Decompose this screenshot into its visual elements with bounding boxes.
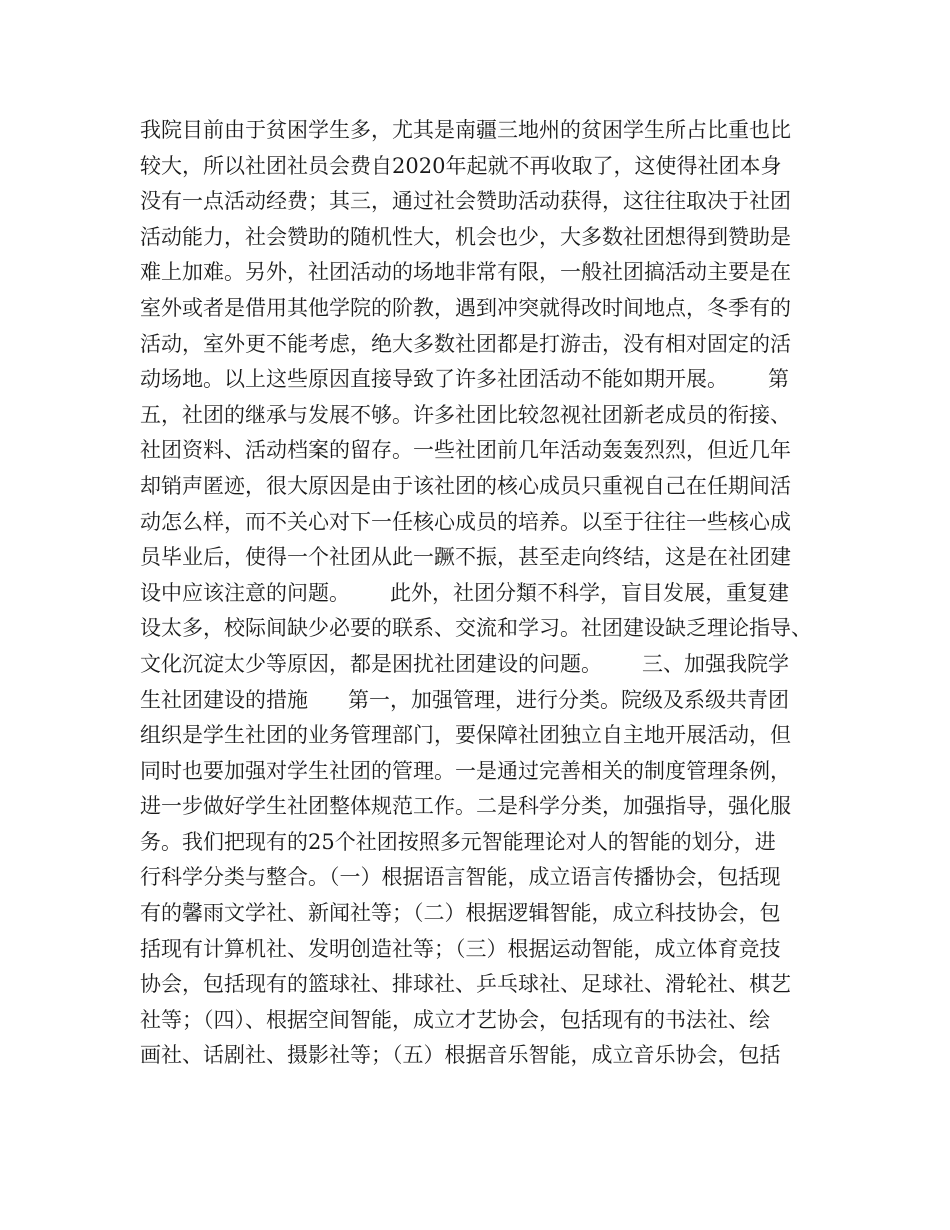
text-line: 设太多，校际间缺少必要的联系、交流和学习。社团建设缺乏理论指导、 [140, 616, 812, 641]
text-line: 括现有计算机社、发明创造社等；（三）根据运动智能，成立体育竞技 [140, 936, 781, 961]
text-line: 活动，室外更不能考虑，绝大多数社团都是打游击，没有相对固定的活 [140, 331, 791, 356]
text-line: 动怎么样，而不关心对下一任核心成员的培养。以至于往往一些核心成 [140, 509, 791, 534]
text-line: 活动能力，社会赞助的随机性大，机会也少，大多数社团想得到赞助是 [140, 224, 791, 249]
text-line: 室外或者是借用其他学院的阶教，遇到冲突就得改时间地点，冬季有的 [140, 295, 791, 320]
text-line: 有的馨雨文学社、新闻社等；（二）根据逻辑智能，成立科技协会，包 [140, 901, 781, 926]
text-line: 社团资料、活动档案的留存。一些社团前几年活动轰轰烈烈，但近几年 [140, 438, 791, 463]
text-line: 社等；（四）、根据空间智能，成立才艺协会，包括现有的书法社、绘 [140, 1007, 770, 1032]
text-line: 进一步做好学生社团整体规范工作。二是科学分类，加强指导，强化服 [140, 794, 791, 819]
text-line: 文化沉淀太少等原因，都是困扰社团建设的问题。 三、加强我院学 [140, 651, 790, 676]
text-line: 较大，所以社团社员会费自2020年起就不再收取了，这使得社团本身 [140, 153, 782, 178]
body-text [140, 113, 840, 1074]
text-line: 没有一点活动经费；其三，通过社会赞助活动获得，这往往取决于社团 [140, 189, 791, 214]
text-line: 生社团建设的措施 第一，加强管理，进行分类。院级及系级共青团 [140, 687, 790, 712]
text-line: 却销声匿迹，很大原因是由于该社团的核心成员只重视自己在任期间活 [140, 473, 791, 498]
text-line: 难上加难。另外，社团活动的场地非常有限，一般社团搞活动主要是在 [140, 260, 791, 285]
text-line: 画社、话剧社、摄影社等；（五）根据音乐智能，成立音乐协会，包括 [140, 1043, 781, 1068]
text-line: 我院目前由于贫困学生多，尤其是南疆三地州的贫困学生所占比重也比 [140, 118, 791, 142]
text-line: 员毕业后，使得一个社团从此一蹶不振，甚至走向终结，这是在社团建 [140, 545, 791, 570]
text-line: 设中应该注意的问题。 此外，社团分類不科学，盲目发展，重复建 [140, 580, 790, 605]
text-line: 五，社团的继承与发展不够。许多社团比较忽视社团新老成员的衔接、 [140, 402, 791, 427]
text-line: 同时也要加强对学生社团的管理。一是通过完善相关的制度管理条例， [140, 758, 791, 783]
text-line: 组织是学生社团的业务管理部门，要保障社团独立自主地开展活动，但 [140, 723, 791, 748]
text-line: 务。我们把现有的25个社团按照多元智能理论对人的智能的划分，进 [140, 829, 776, 854]
text-line: 动场地。以上这些原因直接导致了许多社团活动不能如期开展。 第 [140, 367, 790, 392]
text-line: 协会，包括现有的篮球社、排球社、乒乓球社、足球社、滑轮社、棋艺 [140, 972, 791, 997]
text-line: 行科学分类与整合。（一）根据语言智能，成立语言传播协会，包括现 [140, 865, 781, 890]
